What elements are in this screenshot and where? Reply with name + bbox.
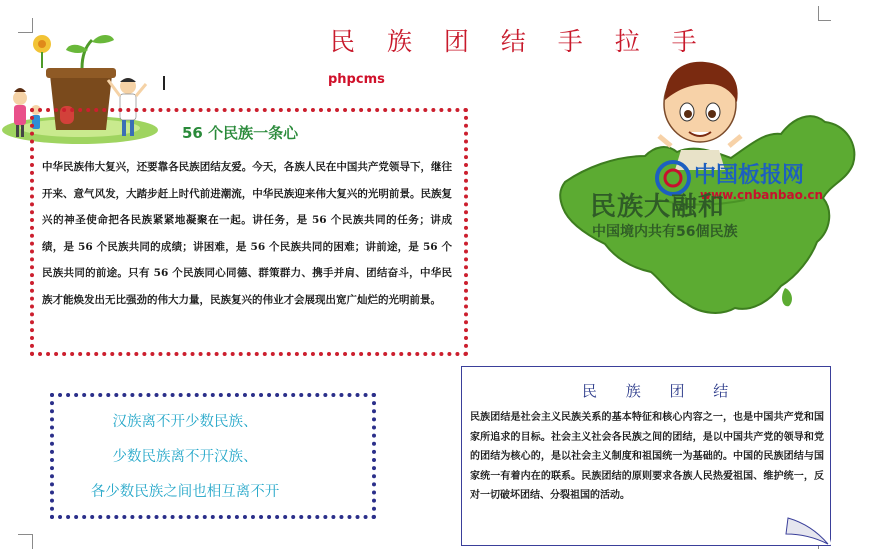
page-curl-decoration (782, 508, 834, 548)
corner-mark-top-right (818, 6, 831, 21)
red-section-body: 中华民族伟大复兴，还要靠各民族团结友爱。今天，各族人民在中国共产党领导下，继往开来、意气风发，大踏步赶上时代前进潮流，中华民族迎来伟大复兴的光明前景。民族复兴的神圣使命把各民族紧紧地凝聚在一起。讲任务，是 56 个民族共同的任务；讲成绩，是 56 个民族共同的成绩；讲困难，是 56 个民族共同的困难；讲前途，是 56 个民族共同的前途。只有 56 个民族同心同德、群策群力、携手并肩、团结奋斗，中华民族才能焕发出无比强劲的伟大力量，民族复兴的伟业才会展现出宽广灿烂的光明前景。 (42, 161, 452, 306)
right-section-title: 民 族 团 结 (582, 382, 741, 400)
right-section-body: 民族团结是社会主义民族关系的基本特征和核心内容之一，也是中国共产党和国家所追求的目标。社会主义社会各民族之间的团结，是以中国共产党的领导和党的团结为核心的，是以社会主义制度和祖国统一为基础的。中国的民族团结与国家统一有着内在的联系。民族团结的原则要求各族人民热爱祖国、维护统一，反对一切破坏团结、分裂祖国的活动。 (470, 412, 824, 501)
logo-url: www.cnbanbao.cn (700, 188, 824, 202)
page-subtitle: phpcms (328, 72, 385, 87)
logo-name: 中国板报网 (694, 163, 805, 188)
slogan-line-1: 汉族离不开少数民族、 (112, 414, 258, 430)
map-headline: 民族大融和 (590, 192, 726, 222)
page-title: 民 族 团 结 手 拉 手 (330, 27, 709, 56)
map-subtext: 中国境内共有56個民族 (592, 224, 738, 240)
red-section-title: 56 个民族一条心 (182, 124, 299, 142)
slogan-line-3: 各少数民族之间也相互离不开 (90, 484, 280, 500)
slogan-line-2: 少数民族离不开汉族、 (112, 449, 258, 465)
corner-mark-bottom-left (18, 534, 33, 549)
